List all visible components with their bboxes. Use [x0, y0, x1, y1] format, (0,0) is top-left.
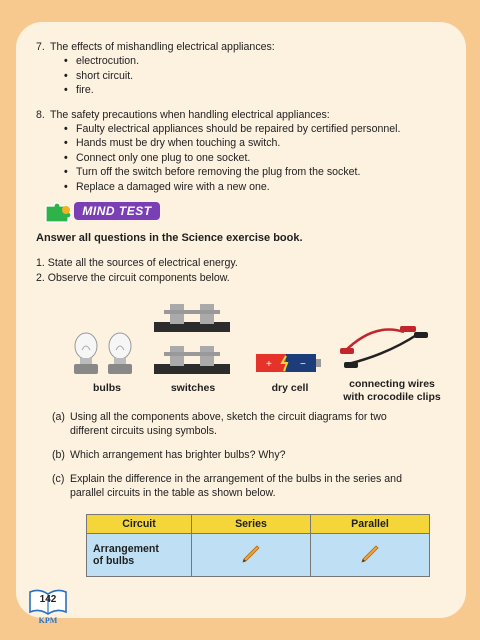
list-item: • electrocution.: [64, 54, 456, 68]
series-cell[interactable]: [192, 534, 311, 577]
clip-icon: [414, 332, 428, 338]
table-header: Circuit: [87, 515, 192, 534]
bulb-icon: [108, 333, 132, 374]
wires-image: [338, 318, 432, 376]
pencil-icon: [239, 542, 263, 566]
note-text: The effects of mishandling electrical appliances:: [50, 41, 275, 53]
precautions-list: [36, 122, 456, 194]
puzzle-icon: [44, 200, 76, 224]
question-number: 2.: [36, 272, 45, 284]
subquestion-label: (b): [52, 449, 65, 461]
row-label-line: of bulbs: [93, 555, 135, 567]
subquestion-label: (c): [52, 473, 65, 485]
mind-test-badge: [44, 200, 164, 224]
subquestion-text: different circuits using symbols.: [70, 425, 217, 438]
subquestion-text: parallel circuits in the table as shown below.: [70, 487, 276, 500]
cell-plus: +: [266, 359, 272, 370]
table-row: [87, 534, 430, 577]
dry-cell-image: [252, 350, 324, 376]
question-1: [36, 256, 238, 271]
switches-image: [150, 298, 234, 380]
note-7: [36, 40, 456, 98]
subquestion-text: Explain the difference in the arrangement of the bulbs in the series and: [70, 473, 402, 485]
switches-caption: switches: [170, 382, 216, 394]
table-header: Series: [192, 515, 311, 534]
clip-icon: [340, 348, 354, 354]
bulbs-image: [66, 330, 142, 378]
answer-table: [86, 514, 430, 577]
list-item: • fire.: [64, 83, 456, 97]
subquestion-a: [52, 410, 452, 439]
table-header-row: [87, 515, 430, 534]
clip-icon: [344, 362, 358, 368]
question-text: State all the sources of electrical energy.: [47, 257, 238, 269]
wires-caption: [336, 378, 448, 404]
note-8: [36, 108, 456, 194]
row-label-line: Arrangement: [93, 543, 159, 555]
subquestion-text: Which arrangement has brighter bulbs? Why?: [70, 449, 286, 461]
wires-caption-line: connecting wires: [349, 378, 435, 390]
instruction: Answer all questions in the Science exercise book.: [36, 232, 303, 244]
list-item: • Hands must be dry when touching a switch.: [64, 136, 456, 150]
notes-section: [36, 40, 456, 204]
effects-list: [36, 54, 456, 97]
subquestion-text: Using all the components above, sketch the circuit diagrams for two: [70, 411, 387, 423]
wires-caption-line: with crocodile clips: [343, 391, 441, 403]
cell-minus: −: [300, 359, 306, 370]
list-item: • Faulty electrical appliances should be repaired by certified personnel.: [64, 122, 456, 136]
list-item: • short circuit.: [64, 69, 456, 83]
question-number: 1.: [36, 257, 45, 269]
mind-test-label: MIND TEST: [74, 202, 160, 220]
question-text: Observe the circuit components below.: [47, 272, 230, 284]
clip-icon: [400, 326, 416, 332]
pencil-icon: [358, 542, 382, 566]
note-number: 7.: [36, 41, 45, 53]
note-number: 8.: [36, 108, 45, 121]
bulb-icon: [74, 333, 98, 374]
question-list: [36, 256, 238, 286]
table-header: Parallel: [311, 515, 430, 534]
question-2: [36, 271, 238, 286]
switch-icon: [154, 346, 230, 374]
table-row-label: [87, 534, 192, 577]
list-item: • Connect only one plug to one socket.: [64, 151, 456, 165]
publisher-label: KPM: [38, 616, 58, 625]
subquestion-label: (a): [52, 411, 65, 423]
subquestion-b: [52, 448, 452, 462]
bulbs-caption: bulbs: [93, 382, 121, 394]
list-item: • Turn off the switch before removing the plug from the socket.: [64, 165, 456, 179]
note-text: The safety precautions when handling electrical appliances:: [50, 108, 330, 121]
list-item: • Replace a damaged wire with a new one.: [64, 180, 456, 194]
page-number-badge: [28, 588, 68, 628]
parallel-cell[interactable]: [311, 534, 430, 577]
switch-icon: [154, 304, 230, 332]
dry-cell-caption: dry cell: [271, 382, 309, 394]
page-number: 142: [39, 594, 57, 605]
subquestion-c: [52, 472, 452, 501]
